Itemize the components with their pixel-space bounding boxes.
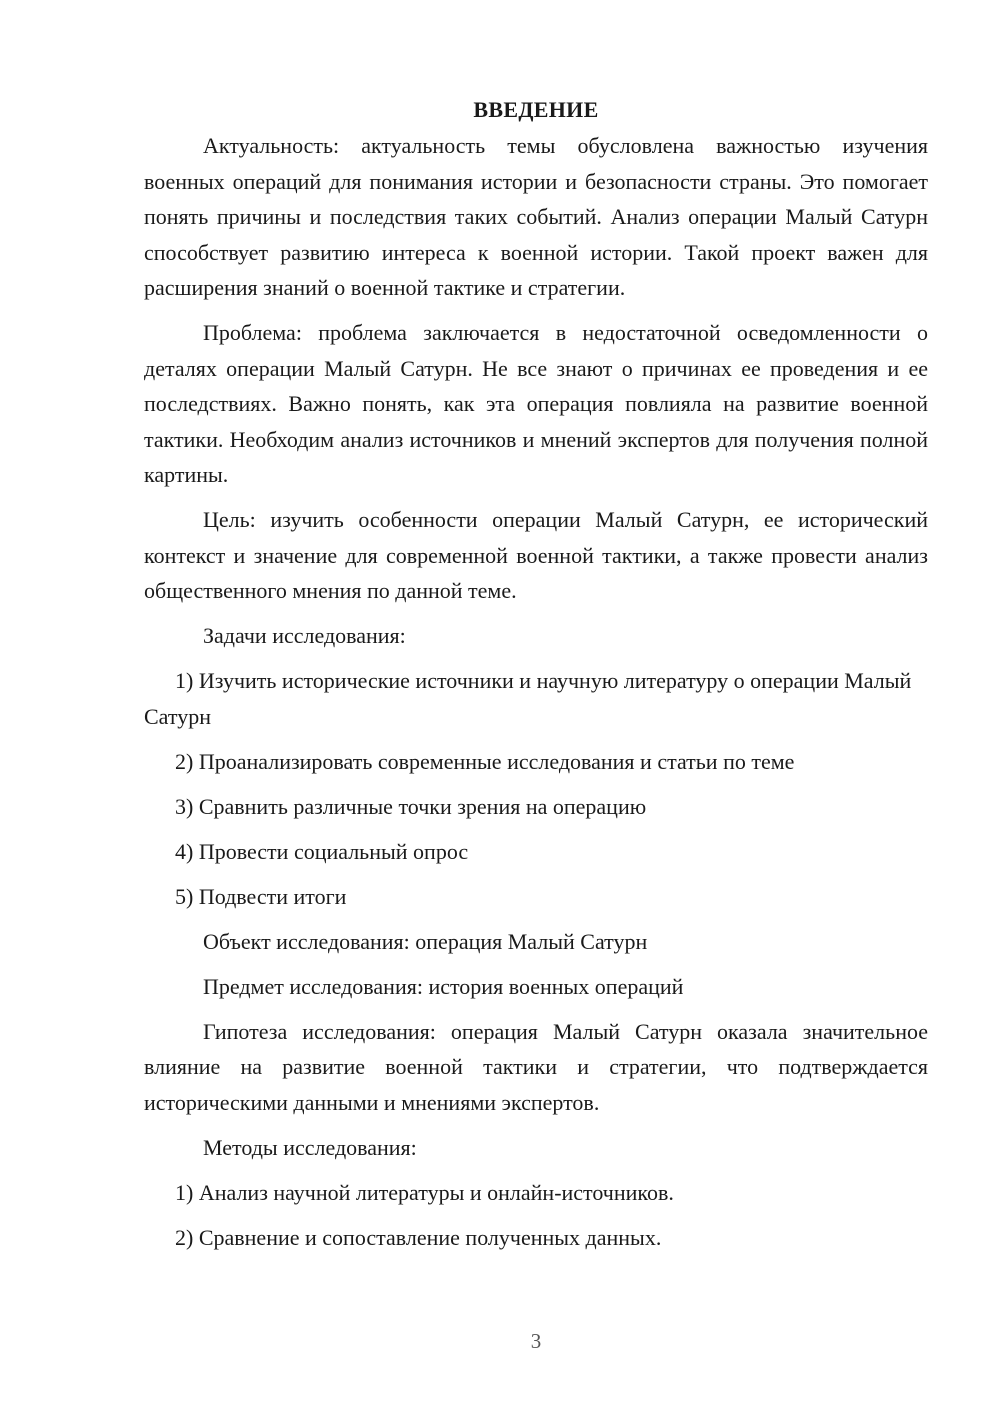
problem-paragraph: Проблема: проблема заключается в недостаточной осведомленности о деталях операции Малый Сатурн. Не все знают о причинах ее проведения и ее последствиях. Важно понять, как эта операция повлияла на развитие военной тактики. Необходим анализ источников и мнений экспертов для получения полной картины. <box>144 320 928 487</box>
method-item: 1) Анализ научной литературы и онлайн-источников. <box>175 1179 674 1205</box>
task-item: 1) Изучить исторические источники и научную литературу о операции Малый Сатурн <box>144 668 912 729</box>
subject-line: Предмет исследования: история военных операций <box>203 973 684 999</box>
task-item: 2) Проанализировать современные исследования и статьи по теме <box>175 748 795 774</box>
goal-paragraph: Цель: изучить особенности операции Малый Сатурн, ее исторический контекст и значение для современной военной тактики, а также провести анализ общественного мнения по данной теме. <box>144 507 928 603</box>
section-heading: ВВЕДЕНИЕ <box>473 97 599 122</box>
tasks-title: Задачи исследования: <box>203 623 406 648</box>
methods-title: Методы исследования: <box>203 1134 417 1160</box>
hypothesis-paragraph: Гипотеза исследования: операция Малый Сатурн оказала значительное влияние на развитие военной тактики и стратегии, что подтверждается историческими данными и мнениями экспертов. <box>144 1018 928 1115</box>
object-line: Объект исследования: операция Малый Сатурн <box>203 928 648 954</box>
page-content <box>144 94 928 1265</box>
method-item: 2) Сравнение и сопоставление полученных данных. <box>175 1224 662 1250</box>
task-item: 3) Сравнить различные точки зрения на операцию <box>175 793 647 819</box>
relevance-paragraph: Актуальность: актуальность темы обусловлена важностью изучения военных операций для понимания истории и безопасности страны. Это помогает понять причины и последствия таких событий. Анализ операции Малый Сатурн способствует развитию интереса к военной истории. Такой проект важен для расширения знаний о военной тактике и стратегии. <box>144 133 928 300</box>
task-item: 5) Подвести итоги <box>175 883 347 909</box>
task-item: 4) Провести социальный опрос <box>175 838 469 864</box>
page-number: 3 <box>530 1329 542 1353</box>
